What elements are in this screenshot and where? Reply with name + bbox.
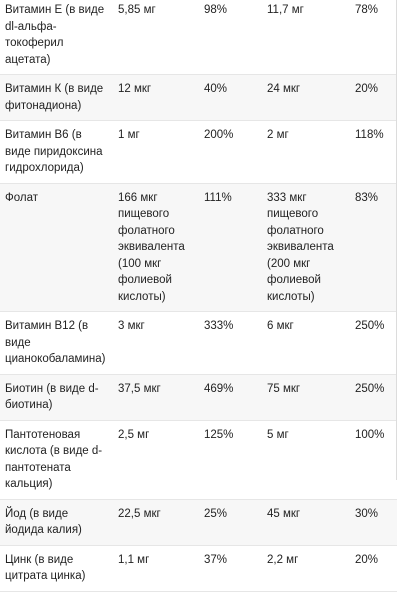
amount-per-double-serving: 2,2 мг [262,545,350,591]
amount-per-serving: 166 мкг пищевого фолатного эквивалента (100 мкг фолиевой кислоты) [113,183,199,312]
daily-value-per-double-serving: 20% [350,545,397,591]
table-row [0,0,397,75]
daily-value-per-serving: 98% [199,0,262,75]
daily-value-per-serving: 469% [199,374,262,420]
table-row [0,374,397,420]
nutrient-name: Витамин В6 (в виде пиридоксина гидрохлорида) [0,121,113,184]
amount-per-serving: 12 мкг [113,75,199,121]
amount-per-double-serving: 45 мкг [262,499,350,545]
amount-per-double-serving: 11,7 мг [262,0,350,75]
amount-per-serving: 5,85 мг [113,0,199,75]
amount-per-double-serving: 333 мкг пищевого фолатного эквивалента (200 мкг фолиевой кислоты) [262,183,350,312]
daily-value-per-serving: 200% [199,121,262,184]
amount-per-serving: 2,5 мг [113,420,199,499]
daily-value-per-double-serving: 250% [350,312,397,375]
daily-value-per-double-serving: 20% [350,75,397,121]
amount-per-double-serving: 75 мкг [262,374,350,420]
nutrient-name: Витамин Е (в виде dl-альфа-токоферил ацетата) [0,0,113,75]
table-row [0,312,397,375]
daily-value-per-double-serving: 83% [350,183,397,312]
nutrient-name: Витамин В12 (в виде цианокобаламина) [0,312,113,375]
amount-per-double-serving: 2 мг [262,121,350,184]
table-row [0,499,397,545]
daily-value-per-double-serving: 30% [350,499,397,545]
nutrient-name: Цинк (в виде цитрата цинка) [0,545,113,591]
amount-per-double-serving: 24 мкг [262,75,350,121]
daily-value-per-double-serving: 250% [350,374,397,420]
daily-value-per-serving: 333% [199,312,262,375]
daily-value-per-serving: 125% [199,420,262,499]
amount-per-double-serving: 6 мкг [262,312,350,375]
nutrient-name: Биотин (в виде d-биотина) [0,374,113,420]
nutrient-name: Йод (в виде йодида калия) [0,499,113,545]
daily-value-per-double-serving: 118% [350,121,397,184]
amount-per-serving: 37,5 мкг [113,374,199,420]
table-row [0,545,397,591]
amount-per-serving: 22,5 мкг [113,499,199,545]
table-row [0,183,397,312]
daily-value-per-serving: 40% [199,75,262,121]
daily-value-per-double-serving: 100% [350,420,397,499]
table-row [0,121,397,184]
amount-per-serving: 1 мг [113,121,199,184]
amount-per-serving: 1,1 мг [113,545,199,591]
nutrient-name: Пантотеновая кислота (в виде d-пантотената кальция) [0,420,113,499]
table-row [0,420,397,499]
nutrient-name: Витамин К (в виде фитонадиона) [0,75,113,121]
table-row [0,75,397,121]
nutrient-name: Фолат [0,183,113,312]
amount-per-serving: 3 мкг [113,312,199,375]
amount-per-double-serving: 5 мг [262,420,350,499]
daily-value-per-serving: 25% [199,499,262,545]
daily-value-per-double-serving: 78% [350,0,397,75]
daily-value-per-serving: 37% [199,545,262,591]
scroll-container-edge[interactable] [396,0,411,480]
daily-value-per-serving: 111% [199,183,262,312]
